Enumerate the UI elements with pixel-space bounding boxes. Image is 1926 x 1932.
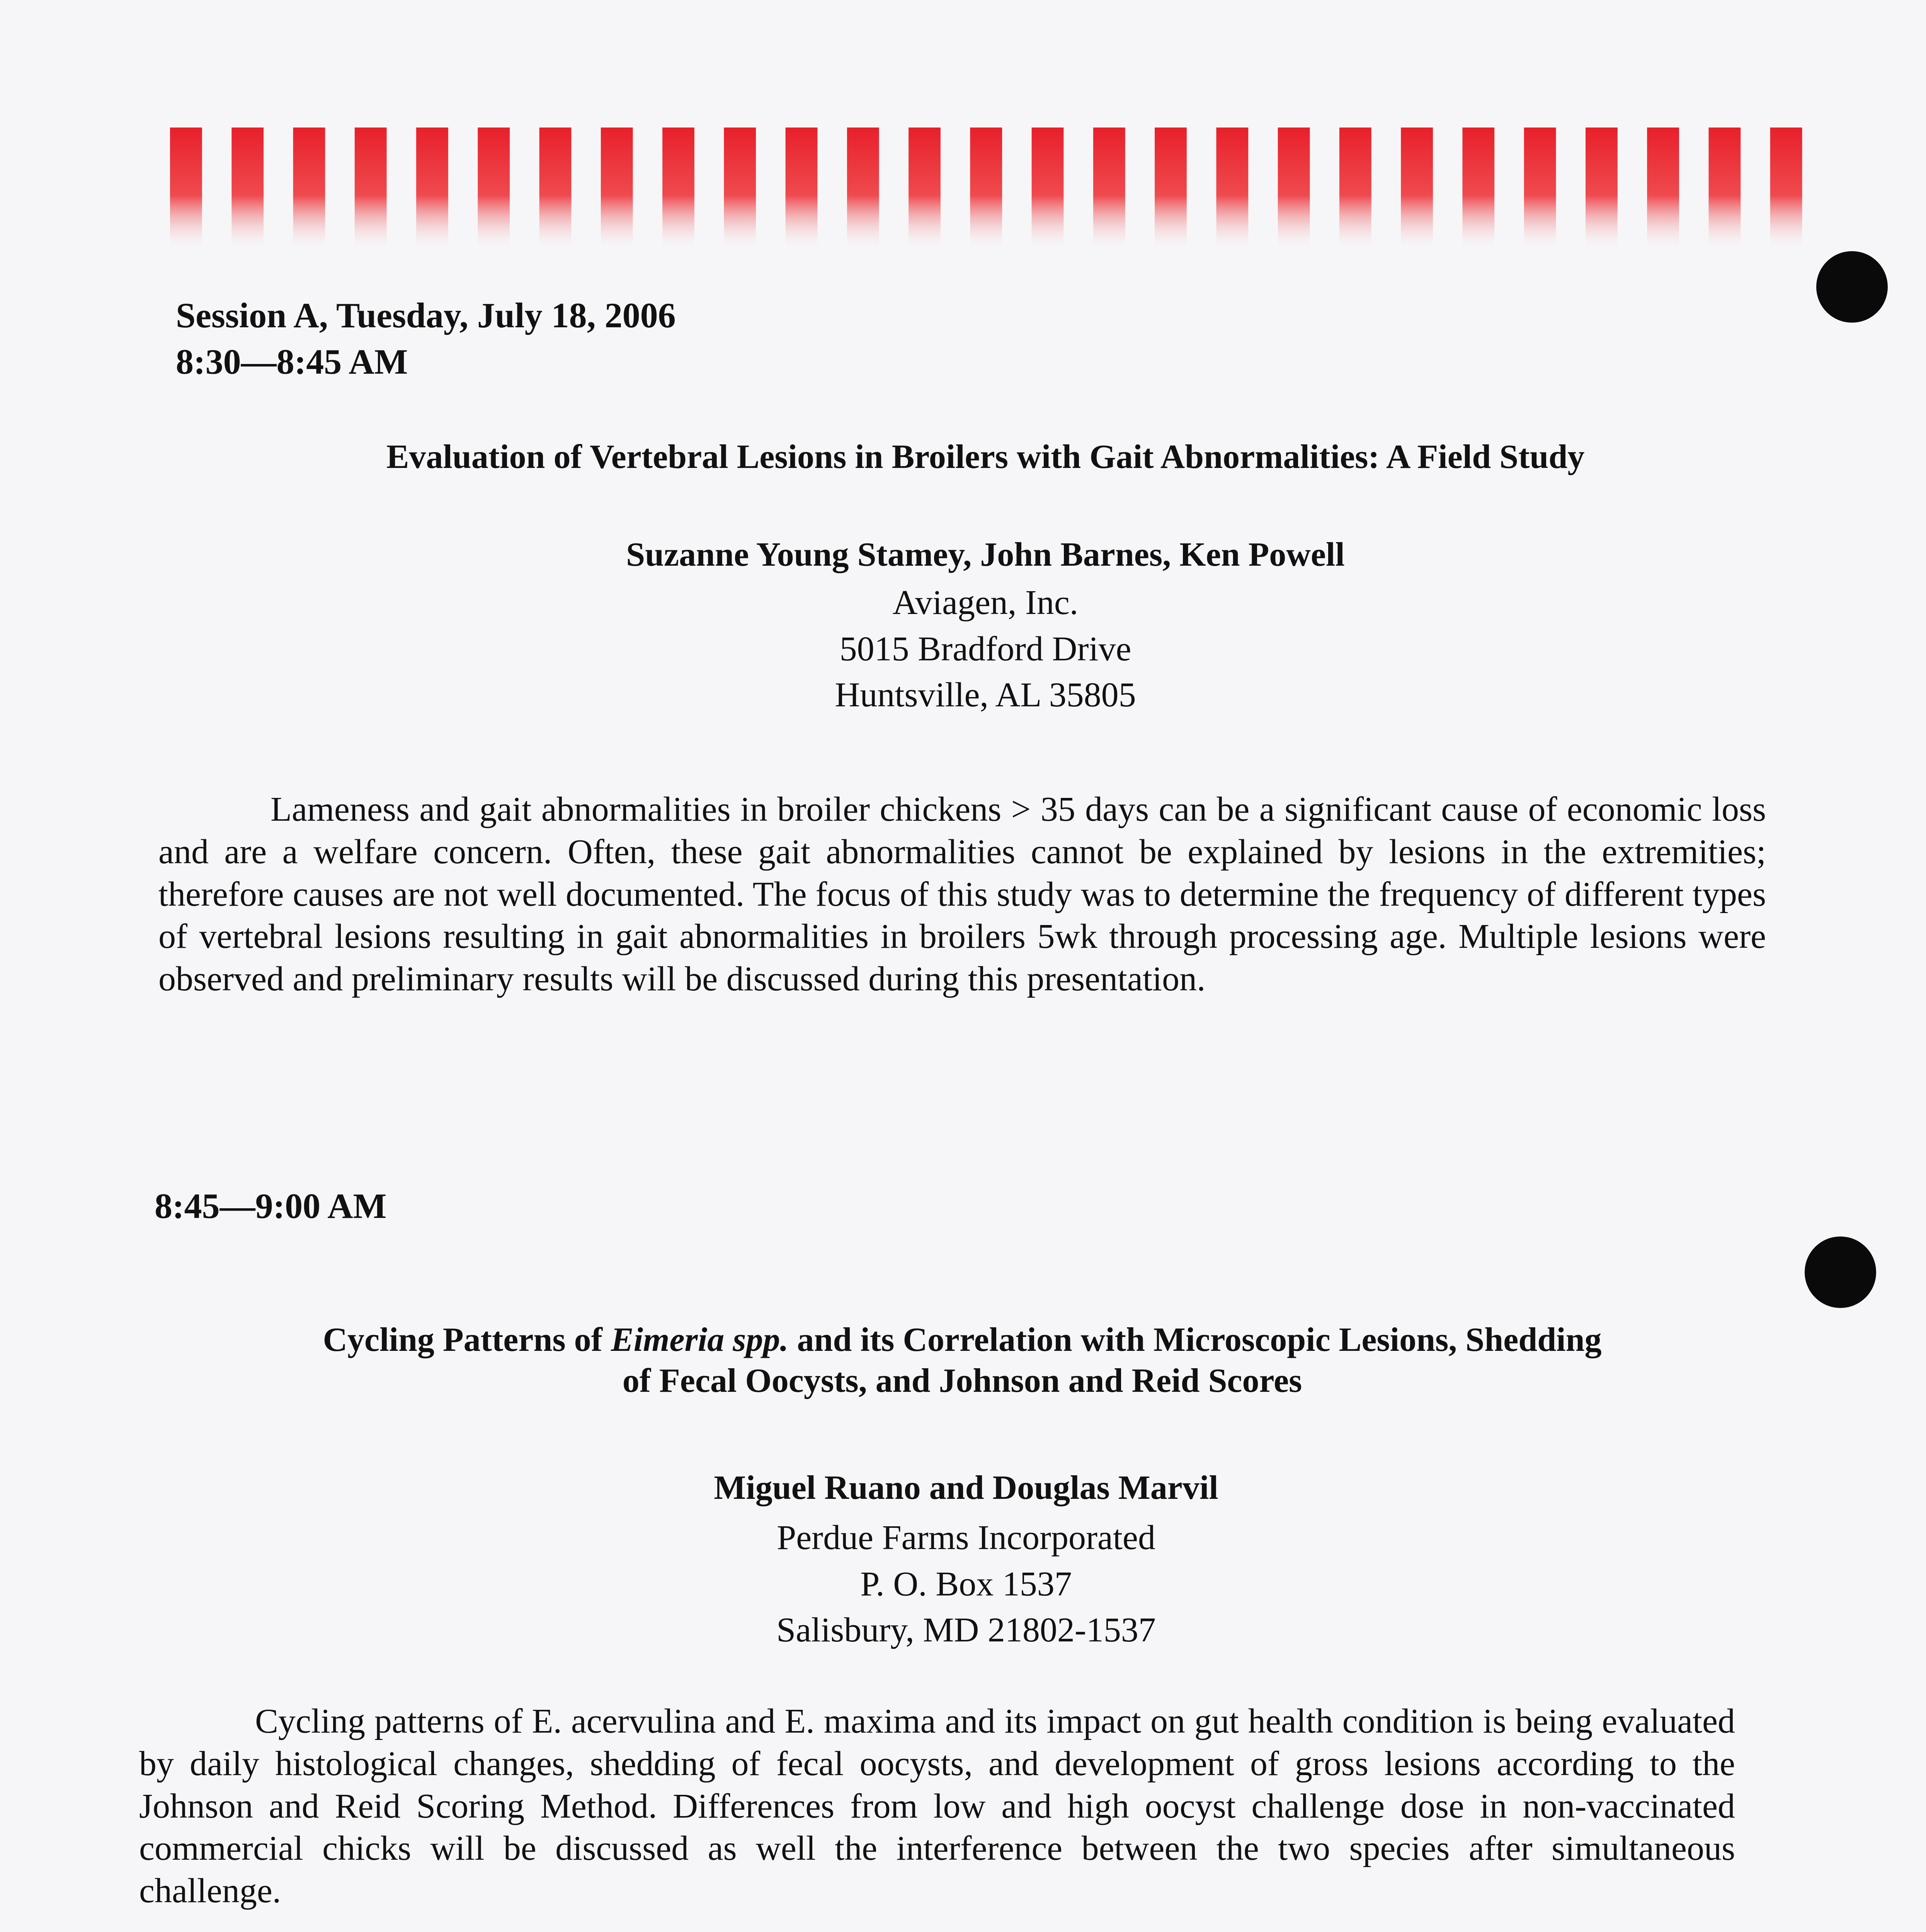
- talk-2-authors: Miguel Ruano and Douglas Marvil: [714, 1469, 1218, 1507]
- red-stripe: [1401, 128, 1433, 251]
- red-stripe: [1524, 128, 1556, 251]
- red-stripe: [1278, 128, 1310, 251]
- talk-2-abstract-text: Cycling patterns of E. acervulina and E. maxima and its impact on gut health condition is being evaluated by daily histological changes, shedding of fecal oocysts, and development of gross lesions according to the Johnson and Reid Scoring Method. Differences from low and high oocyst challenge dose in non-vaccinated commercial chicks will be discussed as well the interference between the two species after simultaneous challenge.: [139, 1702, 1735, 1910]
- talk-2-affiliation-line: Perdue Farms Incorporated: [777, 1519, 1155, 1557]
- red-stripe: [1216, 128, 1248, 251]
- red-stripe: [847, 128, 879, 251]
- red-stripe: [662, 128, 694, 251]
- red-stripe: [786, 128, 818, 251]
- red-stripe: [170, 128, 202, 251]
- red-stripe: [1462, 128, 1494, 251]
- red-stripe: [293, 128, 325, 251]
- red-stripe: [1586, 128, 1618, 251]
- red-stripe: [1339, 128, 1371, 251]
- talk-1-affiliation-line: 5015 Bradford Drive: [839, 629, 1131, 668]
- talk-1-authors: Suzanne Young Stamey, John Barnes, Ken Powell: [626, 536, 1345, 573]
- red-stripe: [970, 128, 1002, 251]
- red-stripe: [1770, 128, 1802, 251]
- talk-1-abstract-text: Lameness and gait abnormalities in broiler chickens > 35 days can be a significant cause of economic loss and are a welfare concern. Often, these gait abnormalities cannot be explained by lesions in the extremities; therefore causes are not well documented. The focus of this study was to determine the frequency of different types of vertebral lesions resulting in gait abnormalities in broilers 5wk through processing age. Multiple lesions were observed and preliminary results will be discussed during this presentation.: [158, 790, 1766, 998]
- talk-1-affiliation-line: Aviagen, Inc.: [892, 583, 1079, 622]
- red-stripe: [1093, 128, 1125, 251]
- red-stripe: [478, 128, 510, 251]
- talk-2-time: 8:45—9:00 AM: [155, 1186, 387, 1226]
- red-stripe-banner: [162, 128, 1824, 251]
- talk-2-affiliation-line: P. O. Box 1537: [860, 1565, 1072, 1603]
- talk-1-time: 8:30—8:45 AM: [176, 342, 408, 381]
- red-stripe: [416, 128, 448, 251]
- talk-2-title-text: Cycling Patterns of: [323, 1321, 611, 1359]
- red-stripe: [539, 128, 572, 251]
- red-stripe: [1709, 128, 1741, 251]
- talk-2-affiliation-line: Salisbury, MD 21802-1537: [776, 1611, 1156, 1650]
- red-stripe: [355, 128, 387, 251]
- red-stripe: [1032, 128, 1064, 251]
- red-stripe: [1647, 128, 1679, 251]
- talk-2-title-italic: Eimeria spp.: [611, 1321, 789, 1359]
- talk-2-affiliation: [599, 1515, 1333, 1653]
- talk-1-affiliation-line: Huntsville, AL 35805: [835, 676, 1136, 714]
- talk-1-affiliation: [618, 580, 1353, 718]
- red-stripe: [724, 128, 756, 251]
- talk-2-title-line-2: of Fecal Oocysts, and Johnson and Reid Scores: [622, 1362, 1302, 1400]
- talk-2-title: [216, 1320, 1708, 1401]
- red-stripe: [601, 128, 633, 251]
- talk-1-title: Evaluation of Vertebral Lesions in Broilers with Gait Abnormalities: A Field Study: [386, 438, 1585, 476]
- binder-hole-top: [1816, 251, 1888, 323]
- red-stripe: [1155, 128, 1187, 251]
- talk-1-abstract: [158, 788, 1766, 1000]
- talk-2-title-text: and its Correlation with Microscopic Lesions, Shedding: [788, 1321, 1602, 1359]
- talk-2-title-line-1: [216, 1320, 1708, 1361]
- talk-2-abstract: [139, 1700, 1735, 1912]
- red-stripe: [231, 128, 264, 251]
- red-stripe: [909, 128, 941, 251]
- binder-hole-middle: [1805, 1236, 1876, 1308]
- session-header: Session A, Tuesday, July 18, 2006: [176, 296, 676, 335]
